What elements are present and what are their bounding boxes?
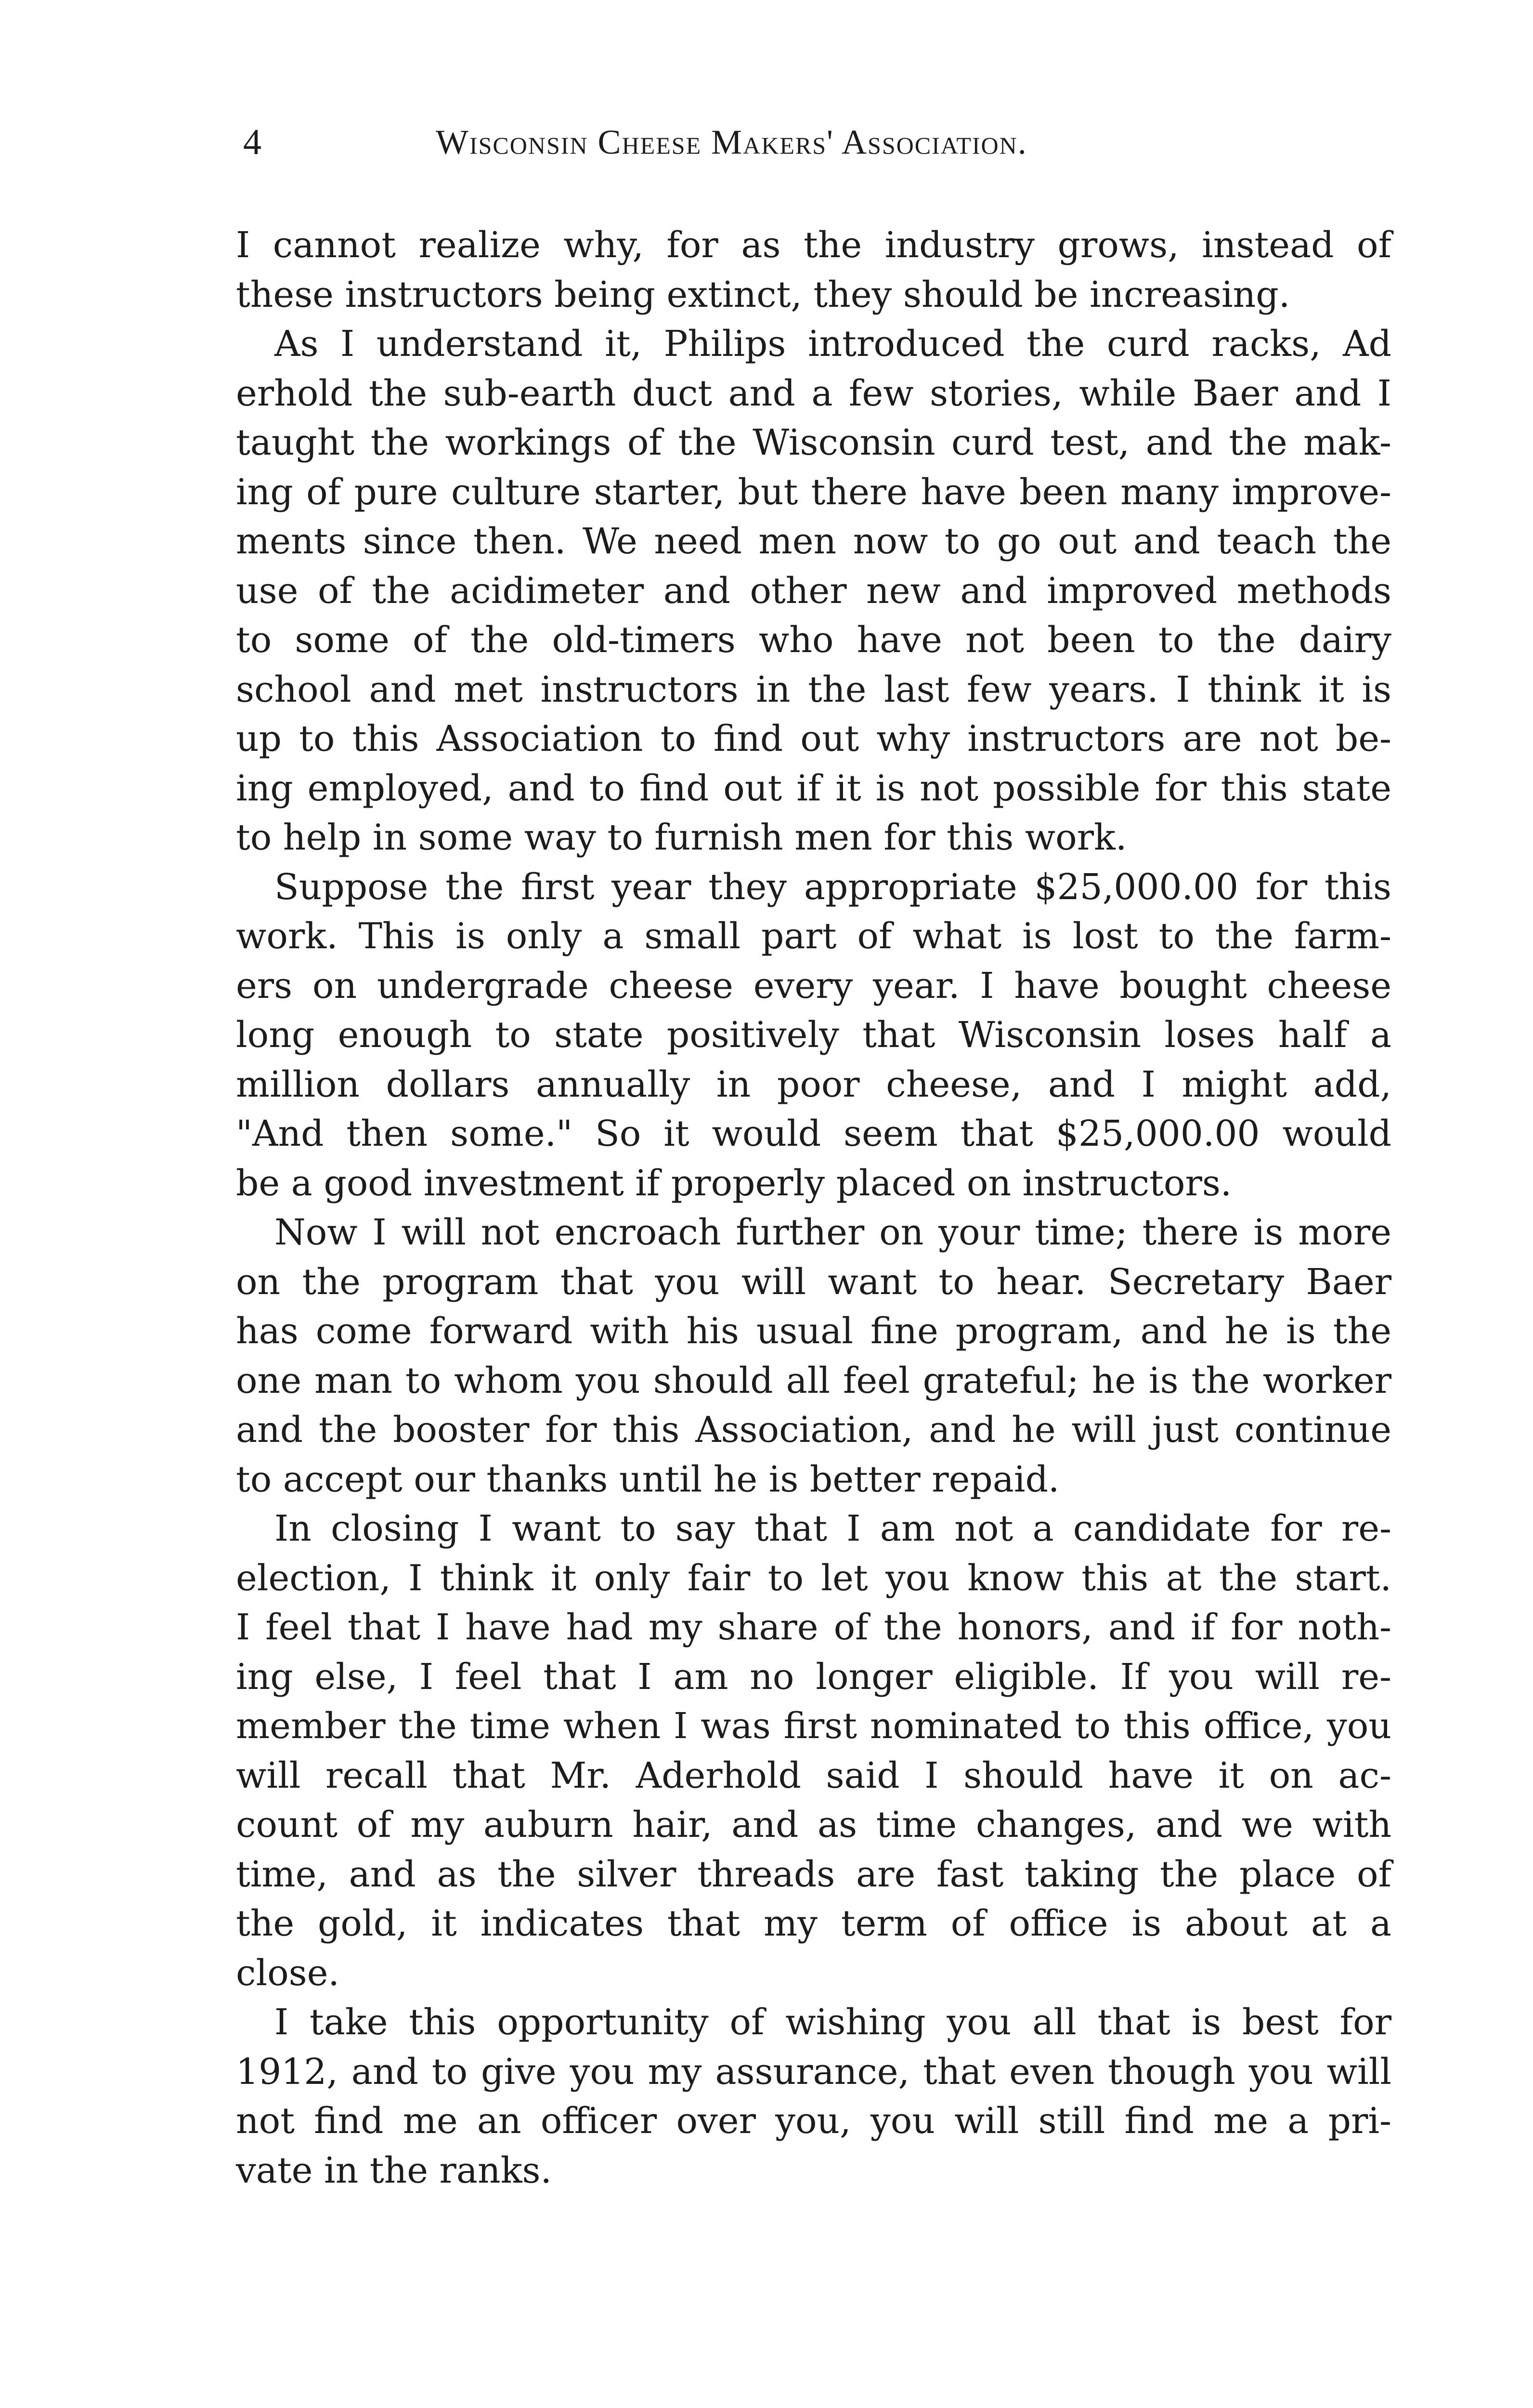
paragraph <box>236 863 1391 1208</box>
text-line: I take this opportunity of wishing you all that is best for <box>274 2002 1391 2043</box>
text-line: erhold the sub-earth duct and a few stories, while Baer and I <box>236 372 1391 414</box>
text-line: vate in the ranks. <box>236 2149 552 2191</box>
text-line: on the program that you will want to hear. Secretary Baer <box>236 1261 1391 1303</box>
text-line: time, and as the silver threads are fast taking the place of <box>236 1853 1391 1895</box>
text-line: work. This is only a small part of what is lost to the farm- <box>236 916 1391 957</box>
paragraph <box>236 221 1391 319</box>
text-line: 1912, and to give you my assurance, that even though you will <box>236 2051 1391 2093</box>
text-line: Now I will not encroach further on your time; there is more <box>274 1212 1391 1253</box>
text-line: use of the acidimeter and other new and improved methods <box>236 570 1391 612</box>
text-line: ing of pure culture starter, but there have been many improve- <box>236 471 1391 513</box>
text-line: these instructors being extinct, they should be increasing. <box>236 274 1290 315</box>
text-line: taught the workings of the Wisconsin curd test, and the mak- <box>236 422 1391 463</box>
text-line: million dollars annually in poor cheese, and I might add, <box>236 1063 1391 1105</box>
text-line: ing else, I feel that I am no longer eligible. If you will re- <box>236 1656 1391 1698</box>
text-line: the gold, it indicates that my term of office is about at a <box>236 1903 1391 1944</box>
text-line: ments since then. We need men now to go out and teach the <box>236 521 1391 562</box>
text-line: long enough to state positively that Wisconsin loses half a <box>236 1014 1391 1056</box>
page-number: 4 <box>243 122 261 162</box>
text-line: count of my auburn hair, and as time changes, and we with <box>236 1804 1391 1845</box>
text-line: member the time when I was first nominated to this office, you <box>236 1705 1391 1747</box>
text-line: one man to whom you should all feel grateful; he is the worker <box>236 1360 1391 1401</box>
text-line: to some of the old-timers who have not been to the dairy <box>236 619 1391 661</box>
text-line: ing employed, and to find out if it is not possible for this state <box>236 767 1391 809</box>
text-line: close. <box>236 1952 339 1994</box>
text-line: will recall that Mr. Aderhold said I should have it on ac- <box>236 1754 1391 1796</box>
paragraph <box>236 1504 1391 1998</box>
paragraph <box>236 1998 1391 2195</box>
text-line: up to this Association to find out why instructors are not be- <box>236 718 1391 759</box>
body-text <box>236 221 1391 2195</box>
text-line: "And then some." So it would seem that $25,000.00 would <box>236 1113 1391 1154</box>
text-line: be a good investment if properly placed on instructors. <box>236 1162 1232 1204</box>
text-line: school and met instructors in the last few years. I think it is <box>236 668 1391 710</box>
text-line: Suppose the first year they appropriate $25,000.00 for this <box>274 866 1391 908</box>
text-line: has come forward with his usual fine program, and he is the <box>236 1310 1391 1352</box>
text-line: to help in some way to furnish men for this work. <box>236 817 1127 858</box>
paragraph <box>236 319 1391 863</box>
text-line: As I understand it, Philips introduced the curd racks, Ad <box>274 323 1391 365</box>
text-line: I cannot realize why, for as the industry grows, instead of <box>236 224 1391 266</box>
text-line: not find me an officer over you, you will still find me a pri- <box>236 2100 1391 2142</box>
text-line: In closing I want to say that I am not a candidate for re- <box>274 1508 1391 1549</box>
text-line: ers on undergrade cheese every year. I have bought cheese <box>236 965 1391 1007</box>
paragraph <box>236 1208 1391 1504</box>
text-line: I feel that I have had my share of the honors, and if for noth- <box>236 1607 1391 1648</box>
text-line: and the booster for this Association, and he will just continue <box>236 1409 1391 1451</box>
running-title: Wisconsin Cheese Makers' Association. <box>436 123 1027 161</box>
text-line: to accept our thanks until he is better repaid. <box>236 1458 1060 1500</box>
text-line: election, I think it only fair to let you know this at the start. <box>236 1557 1391 1599</box>
page-header <box>243 118 1399 176</box>
